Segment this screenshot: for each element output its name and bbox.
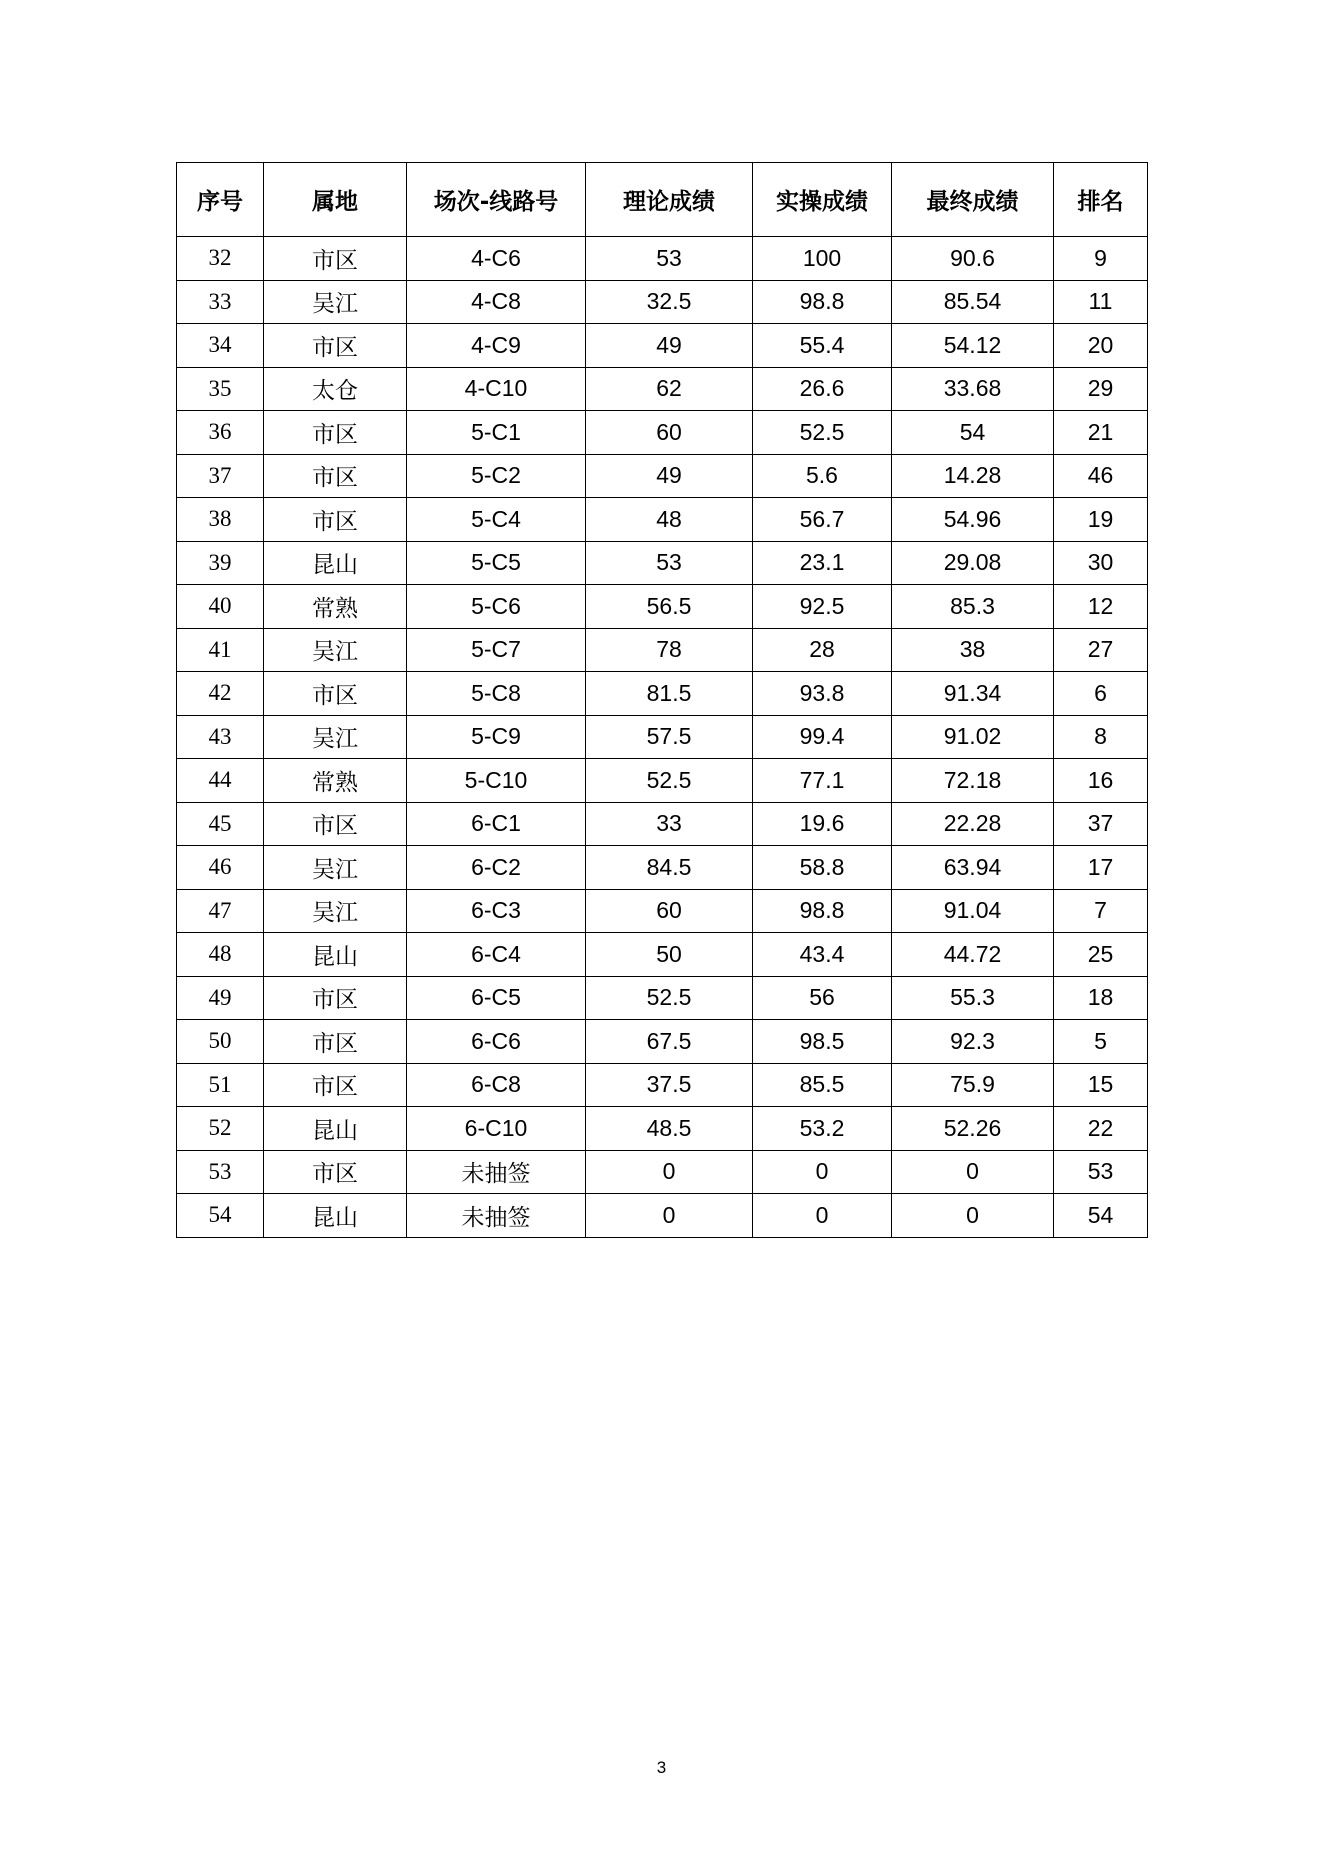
cell-practical-score: 100 xyxy=(753,237,892,281)
cell-practical-score: 0 xyxy=(753,1194,892,1238)
cell-practical-score: 55.4 xyxy=(753,324,892,368)
cell-final-score: 0 xyxy=(892,1150,1054,1194)
cell-seq: 52 xyxy=(177,1107,264,1151)
cell-theory-score: 0 xyxy=(586,1150,753,1194)
cell-rank: 54 xyxy=(1054,1194,1148,1238)
header-final-score: 最终成绩 xyxy=(892,163,1054,237)
header-region: 属地 xyxy=(264,163,407,237)
cell-theory-score: 60 xyxy=(586,411,753,455)
cell-practical-score: 98.5 xyxy=(753,1020,892,1064)
table-row xyxy=(177,1194,1148,1238)
cell-rank: 11 xyxy=(1054,280,1148,324)
cell-rank: 19 xyxy=(1054,498,1148,542)
cell-final-score: 52.26 xyxy=(892,1107,1054,1151)
cell-final-score: 29.08 xyxy=(892,541,1054,585)
cell-rank: 5 xyxy=(1054,1020,1148,1064)
cell-theory-score: 52.5 xyxy=(586,759,753,803)
table-row xyxy=(177,367,1148,411)
cell-rank: 27 xyxy=(1054,628,1148,672)
cell-session-route: 6-C6 xyxy=(407,1020,586,1064)
cell-seq: 49 xyxy=(177,976,264,1020)
cell-theory-score: 33 xyxy=(586,802,753,846)
cell-final-score: 55.3 xyxy=(892,976,1054,1020)
cell-theory-score: 67.5 xyxy=(586,1020,753,1064)
cell-seq: 41 xyxy=(177,628,264,672)
cell-practical-score: 85.5 xyxy=(753,1063,892,1107)
page-number: 3 xyxy=(656,1758,667,1777)
cell-final-score: 75.9 xyxy=(892,1063,1054,1107)
cell-final-score: 91.34 xyxy=(892,672,1054,716)
cell-rank: 8 xyxy=(1054,715,1148,759)
cell-final-score: 72.18 xyxy=(892,759,1054,803)
cell-seq: 36 xyxy=(177,411,264,455)
table-row xyxy=(177,889,1148,933)
cell-seq: 51 xyxy=(177,1063,264,1107)
cell-rank: 12 xyxy=(1054,585,1148,629)
table-row xyxy=(177,759,1148,803)
table-row xyxy=(177,715,1148,759)
header-seq: 序号 xyxy=(177,163,264,237)
table-row xyxy=(177,1063,1148,1107)
cell-final-score: 54 xyxy=(892,411,1054,455)
cell-rank: 46 xyxy=(1054,454,1148,498)
cell-rank: 9 xyxy=(1054,237,1148,281)
cell-rank: 16 xyxy=(1054,759,1148,803)
cell-region: 市区 xyxy=(264,802,407,846)
cell-rank: 20 xyxy=(1054,324,1148,368)
cell-rank: 7 xyxy=(1054,889,1148,933)
table-row xyxy=(177,324,1148,368)
cell-rank: 18 xyxy=(1054,976,1148,1020)
cell-theory-score: 0 xyxy=(586,1194,753,1238)
cell-seq: 44 xyxy=(177,759,264,803)
cell-session-route: 未抽签 xyxy=(407,1150,586,1194)
cell-seq: 46 xyxy=(177,846,264,890)
cell-region: 吴江 xyxy=(264,846,407,890)
cell-final-score: 14.28 xyxy=(892,454,1054,498)
cell-theory-score: 32.5 xyxy=(586,280,753,324)
cell-practical-score: 26.6 xyxy=(753,367,892,411)
cell-final-score: 90.6 xyxy=(892,237,1054,281)
cell-rank: 37 xyxy=(1054,802,1148,846)
cell-theory-score: 78 xyxy=(586,628,753,672)
cell-theory-score: 49 xyxy=(586,454,753,498)
cell-final-score: 54.96 xyxy=(892,498,1054,542)
table-row xyxy=(177,1150,1148,1194)
cell-seq: 39 xyxy=(177,541,264,585)
cell-theory-score: 50 xyxy=(586,933,753,977)
cell-region: 吴江 xyxy=(264,715,407,759)
cell-theory-score: 52.5 xyxy=(586,976,753,1020)
table-row xyxy=(177,280,1148,324)
cell-theory-score: 62 xyxy=(586,367,753,411)
cell-final-score: 38 xyxy=(892,628,1054,672)
table-header-row xyxy=(177,163,1148,237)
cell-region: 吴江 xyxy=(264,280,407,324)
cell-seq: 48 xyxy=(177,933,264,977)
cell-final-score: 91.04 xyxy=(892,889,1054,933)
table-row xyxy=(177,846,1148,890)
cell-session-route: 5-C7 xyxy=(407,628,586,672)
cell-final-score: 85.3 xyxy=(892,585,1054,629)
cell-seq: 45 xyxy=(177,802,264,846)
cell-session-route: 5-C6 xyxy=(407,585,586,629)
cell-final-score: 92.3 xyxy=(892,1020,1054,1064)
cell-session-route: 4-C6 xyxy=(407,237,586,281)
cell-region: 昆山 xyxy=(264,933,407,977)
table-row xyxy=(177,976,1148,1020)
cell-seq: 43 xyxy=(177,715,264,759)
cell-seq: 40 xyxy=(177,585,264,629)
cell-practical-score: 98.8 xyxy=(753,280,892,324)
cell-rank: 22 xyxy=(1054,1107,1148,1151)
cell-region: 市区 xyxy=(264,1020,407,1064)
cell-practical-score: 58.8 xyxy=(753,846,892,890)
cell-seq: 42 xyxy=(177,672,264,716)
cell-final-score: 0 xyxy=(892,1194,1054,1238)
table-row xyxy=(177,411,1148,455)
cell-practical-score: 56 xyxy=(753,976,892,1020)
table-row xyxy=(177,237,1148,281)
cell-rank: 21 xyxy=(1054,411,1148,455)
cell-region: 市区 xyxy=(264,1150,407,1194)
cell-rank: 15 xyxy=(1054,1063,1148,1107)
table-row xyxy=(177,672,1148,716)
cell-practical-score: 28 xyxy=(753,628,892,672)
cell-final-score: 33.68 xyxy=(892,367,1054,411)
cell-seq: 33 xyxy=(177,280,264,324)
cell-practical-score: 98.8 xyxy=(753,889,892,933)
cell-session-route: 5-C2 xyxy=(407,454,586,498)
cell-practical-score: 52.5 xyxy=(753,411,892,455)
cell-practical-score: 5.6 xyxy=(753,454,892,498)
cell-rank: 30 xyxy=(1054,541,1148,585)
cell-session-route: 6-C4 xyxy=(407,933,586,977)
cell-region: 市区 xyxy=(264,324,407,368)
cell-session-route: 6-C1 xyxy=(407,802,586,846)
cell-region: 市区 xyxy=(264,976,407,1020)
cell-region: 市区 xyxy=(264,498,407,542)
cell-final-score: 54.12 xyxy=(892,324,1054,368)
cell-seq: 37 xyxy=(177,454,264,498)
cell-practical-score: 43.4 xyxy=(753,933,892,977)
cell-session-route: 5-C1 xyxy=(407,411,586,455)
cell-theory-score: 56.5 xyxy=(586,585,753,629)
cell-seq: 54 xyxy=(177,1194,264,1238)
header-session-route: 场次-线路号 xyxy=(407,163,586,237)
cell-seq: 53 xyxy=(177,1150,264,1194)
cell-rank: 6 xyxy=(1054,672,1148,716)
cell-region: 市区 xyxy=(264,672,407,716)
cell-region: 吴江 xyxy=(264,889,407,933)
cell-final-score: 44.72 xyxy=(892,933,1054,977)
cell-theory-score: 81.5 xyxy=(586,672,753,716)
cell-region: 市区 xyxy=(264,237,407,281)
table-row xyxy=(177,454,1148,498)
cell-practical-score: 56.7 xyxy=(753,498,892,542)
cell-session-route: 5-C5 xyxy=(407,541,586,585)
cell-theory-score: 60 xyxy=(586,889,753,933)
cell-practical-score: 53.2 xyxy=(753,1107,892,1151)
cell-theory-score: 57.5 xyxy=(586,715,753,759)
cell-theory-score: 53 xyxy=(586,237,753,281)
scores-table xyxy=(176,162,1148,1238)
cell-region: 昆山 xyxy=(264,1107,407,1151)
cell-theory-score: 37.5 xyxy=(586,1063,753,1107)
cell-session-route: 5-C4 xyxy=(407,498,586,542)
cell-session-route: 6-C5 xyxy=(407,976,586,1020)
header-practical-score: 实操成绩 xyxy=(753,163,892,237)
header-rank: 排名 xyxy=(1054,163,1148,237)
cell-practical-score: 19.6 xyxy=(753,802,892,846)
cell-theory-score: 84.5 xyxy=(586,846,753,890)
cell-region: 昆山 xyxy=(264,1194,407,1238)
cell-practical-score: 99.4 xyxy=(753,715,892,759)
cell-final-score: 91.02 xyxy=(892,715,1054,759)
table-row xyxy=(177,541,1148,585)
cell-practical-score: 92.5 xyxy=(753,585,892,629)
cell-seq: 50 xyxy=(177,1020,264,1064)
table-body xyxy=(177,237,1148,1238)
cell-seq: 35 xyxy=(177,367,264,411)
cell-session-route: 5-C9 xyxy=(407,715,586,759)
cell-rank: 53 xyxy=(1054,1150,1148,1194)
table-row xyxy=(177,802,1148,846)
cell-session-route: 5-C8 xyxy=(407,672,586,716)
cell-theory-score: 48.5 xyxy=(586,1107,753,1151)
table-row xyxy=(177,498,1148,542)
cell-region: 常熟 xyxy=(264,759,407,803)
table-row xyxy=(177,1020,1148,1064)
header-theory-score: 理论成绩 xyxy=(586,163,753,237)
cell-session-route: 4-C8 xyxy=(407,280,586,324)
cell-region: 昆山 xyxy=(264,541,407,585)
cell-theory-score: 49 xyxy=(586,324,753,368)
cell-region: 吴江 xyxy=(264,628,407,672)
cell-theory-score: 53 xyxy=(586,541,753,585)
cell-seq: 47 xyxy=(177,889,264,933)
cell-final-score: 63.94 xyxy=(892,846,1054,890)
cell-practical-score: 93.8 xyxy=(753,672,892,716)
cell-region: 太仓 xyxy=(264,367,407,411)
cell-practical-score: 23.1 xyxy=(753,541,892,585)
cell-final-score: 85.54 xyxy=(892,280,1054,324)
cell-rank: 17 xyxy=(1054,846,1148,890)
cell-final-score: 22.28 xyxy=(892,802,1054,846)
cell-theory-score: 48 xyxy=(586,498,753,542)
cell-rank: 25 xyxy=(1054,933,1148,977)
cell-seq: 38 xyxy=(177,498,264,542)
cell-region: 市区 xyxy=(264,454,407,498)
cell-seq: 32 xyxy=(177,237,264,281)
table-row xyxy=(177,1107,1148,1151)
cell-session-route: 4-C10 xyxy=(407,367,586,411)
table-row xyxy=(177,933,1148,977)
cell-session-route: 未抽签 xyxy=(407,1194,586,1238)
cell-session-route: 6-C3 xyxy=(407,889,586,933)
cell-region: 市区 xyxy=(264,1063,407,1107)
cell-region: 市区 xyxy=(264,411,407,455)
cell-practical-score: 77.1 xyxy=(753,759,892,803)
cell-session-route: 6-C10 xyxy=(407,1107,586,1151)
cell-session-route: 5-C10 xyxy=(407,759,586,803)
cell-region: 常熟 xyxy=(264,585,407,629)
cell-session-route: 6-C2 xyxy=(407,846,586,890)
table-row xyxy=(177,628,1148,672)
cell-practical-score: 0 xyxy=(753,1150,892,1194)
cell-session-route: 4-C9 xyxy=(407,324,586,368)
cell-session-route: 6-C8 xyxy=(407,1063,586,1107)
cell-seq: 34 xyxy=(177,324,264,368)
table-row xyxy=(177,585,1148,629)
cell-rank: 29 xyxy=(1054,367,1148,411)
